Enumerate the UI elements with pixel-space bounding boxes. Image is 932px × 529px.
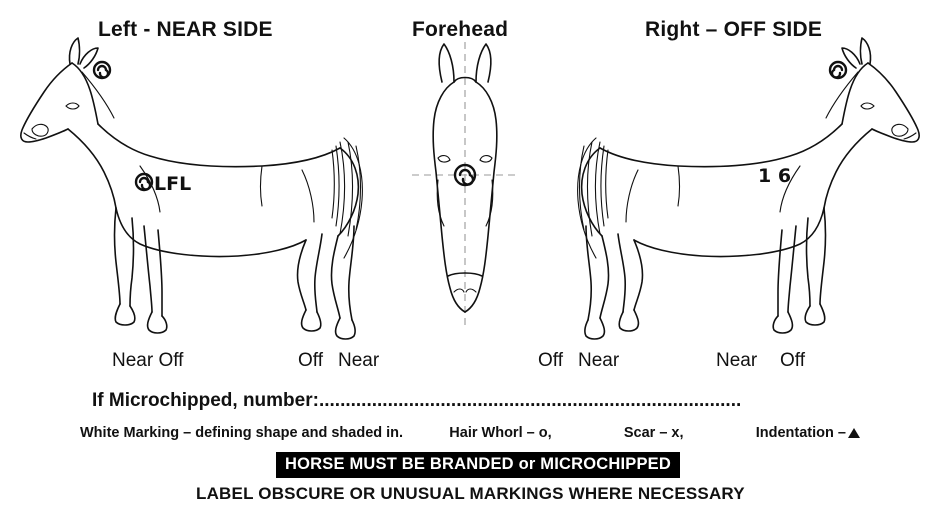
left-horse-foreleg-near-front	[115, 208, 121, 304]
left-horse-hoof-off-hind	[302, 310, 321, 331]
forehead-nostril-left	[454, 289, 464, 292]
left-horse-foreleg-off-front	[144, 226, 152, 312]
right-horse-nostril	[892, 124, 908, 136]
leg-label-right-3: Near	[716, 350, 758, 371]
left-horse-tail-h1	[340, 142, 345, 234]
leg-label-right-1: Off	[538, 350, 563, 371]
right-horse-foreleg-near-front	[788, 226, 796, 312]
right-horse-hindleg-near-back	[618, 234, 625, 312]
right-horse-hoof-off-hind	[585, 318, 604, 339]
left-horse-hoof-near-hind	[336, 318, 355, 339]
right-horse-hoof-off-fore	[805, 304, 825, 325]
leg-label-left-1: Near Off	[112, 350, 184, 371]
right-horse-flank-marks: 1 6	[758, 165, 792, 187]
forehead-ear-right	[476, 44, 491, 82]
left-horse-foreleg-near-back	[130, 218, 134, 306]
horse-forehead-drawing	[390, 30, 540, 360]
right-horse-flank-line	[678, 166, 680, 206]
left-horse-hindleg-near-front	[331, 236, 340, 318]
right-horse-foreleg-near-back	[778, 230, 782, 316]
left-horse-ear-near	[69, 38, 79, 64]
left-horse-topline	[98, 124, 340, 167]
right-horse-head-outline	[868, 63, 919, 142]
legend-indentation-text: Indentation –	[755, 425, 846, 441]
left-horse-shoulder-brand	[136, 173, 191, 195]
legend-white-marking: White Marking – defining shape and shaded in.	[80, 425, 404, 441]
left-horse-hoof-near-fore	[115, 304, 135, 325]
header-right-off-side: Right – OFF SIDE	[645, 18, 823, 41]
horse-forehead-svg	[390, 30, 540, 360]
forehead-eye-right	[480, 156, 492, 163]
legend-scar: Scar – x,	[623, 425, 684, 441]
must-be-branded-banner: HORSE MUST BE BRANDED or MICROCHIPPED	[276, 452, 680, 478]
horse-left-side-drawing	[10, 30, 410, 360]
top-border	[0, 0, 932, 3]
header-left-near-side: Left - NEAR SIDE	[98, 18, 273, 41]
microchip-number-line[interactable]	[92, 390, 741, 412]
right-horse-hindleg-off-front	[600, 236, 609, 318]
footer-note: LABEL OBSCURE OR UNUSUAL MARKINGS WHERE NECESSARY	[196, 484, 745, 503]
right-horse-foreleg-off-front	[820, 208, 826, 304]
legend-hair-whorl: Hair Whorl – o,	[449, 425, 552, 441]
forehead-eye-left	[438, 156, 450, 163]
left-horse-hindleg-near-back	[349, 226, 354, 320]
right-horse-topline	[600, 124, 842, 167]
left-horse-hindquarter	[338, 148, 358, 236]
left-horse-stifle-line	[302, 170, 314, 222]
right-horse-hindleg-near-front	[634, 240, 643, 310]
left-horse-hoof-off-fore	[148, 312, 167, 333]
right-horse-hindquarter	[582, 148, 602, 236]
right-horse-mane-1	[826, 72, 858, 118]
left-horse-nostril	[32, 124, 48, 136]
right-horse-tail-h4	[601, 146, 604, 226]
right-horse-hindleg-off-back	[586, 226, 591, 320]
right-horse-hoof-near-hind	[619, 310, 638, 331]
left-horse-eye	[66, 103, 79, 109]
triangle-icon	[848, 428, 860, 438]
right-horse-neck-whorl-marking	[830, 62, 846, 78]
right-horse-hoof-near-fore	[773, 312, 792, 333]
forehead-outline-right	[465, 82, 497, 312]
left-horse-flank-line	[261, 166, 263, 206]
leg-label-right-2: Near	[578, 350, 620, 371]
horse-right-side-drawing	[530, 30, 930, 360]
right-horse-stifle-line	[626, 170, 638, 222]
left-horse-head-outline	[21, 63, 72, 142]
left-horse-tail-h5	[332, 150, 334, 218]
horse-right-svg	[530, 30, 930, 360]
leg-label-right-4: Off	[780, 350, 805, 371]
legend-row	[80, 425, 860, 441]
forehead-outline-left	[433, 82, 465, 312]
leg-label-left-3: Near	[338, 350, 380, 371]
right-horse-ear-off	[861, 38, 871, 64]
left-horse-foreleg-off-back	[158, 230, 162, 316]
horse-left-svg	[10, 30, 410, 360]
forehead-nostril-right	[466, 289, 476, 292]
forehead-ear-left	[439, 44, 454, 82]
left-horse-hindleg-off-front	[297, 240, 306, 310]
microchip-label: If Microchipped, number:	[92, 390, 319, 411]
legend-indentation	[756, 425, 860, 441]
left-horse-mane-1	[82, 72, 114, 118]
left-horse-neck-whorl-marking	[94, 62, 110, 78]
right-horse-foreleg-off-back	[807, 218, 811, 306]
microchip-dots: ................................................................................	[318, 390, 742, 411]
header-forehead: Forehead	[412, 18, 509, 41]
right-horse-throat-chest	[824, 129, 872, 208]
right-horse-tail-h5	[606, 150, 608, 218]
right-horse-tail-h1	[596, 142, 601, 234]
left-horse-throat-chest	[68, 129, 116, 208]
right-horse-eye	[861, 103, 874, 109]
left-horse-brand-text: LFL	[154, 173, 192, 195]
leg-label-left-2: Off	[298, 350, 323, 371]
left-horse-hindleg-off-back	[315, 234, 322, 312]
left-horse-tail-h4	[336, 146, 339, 226]
